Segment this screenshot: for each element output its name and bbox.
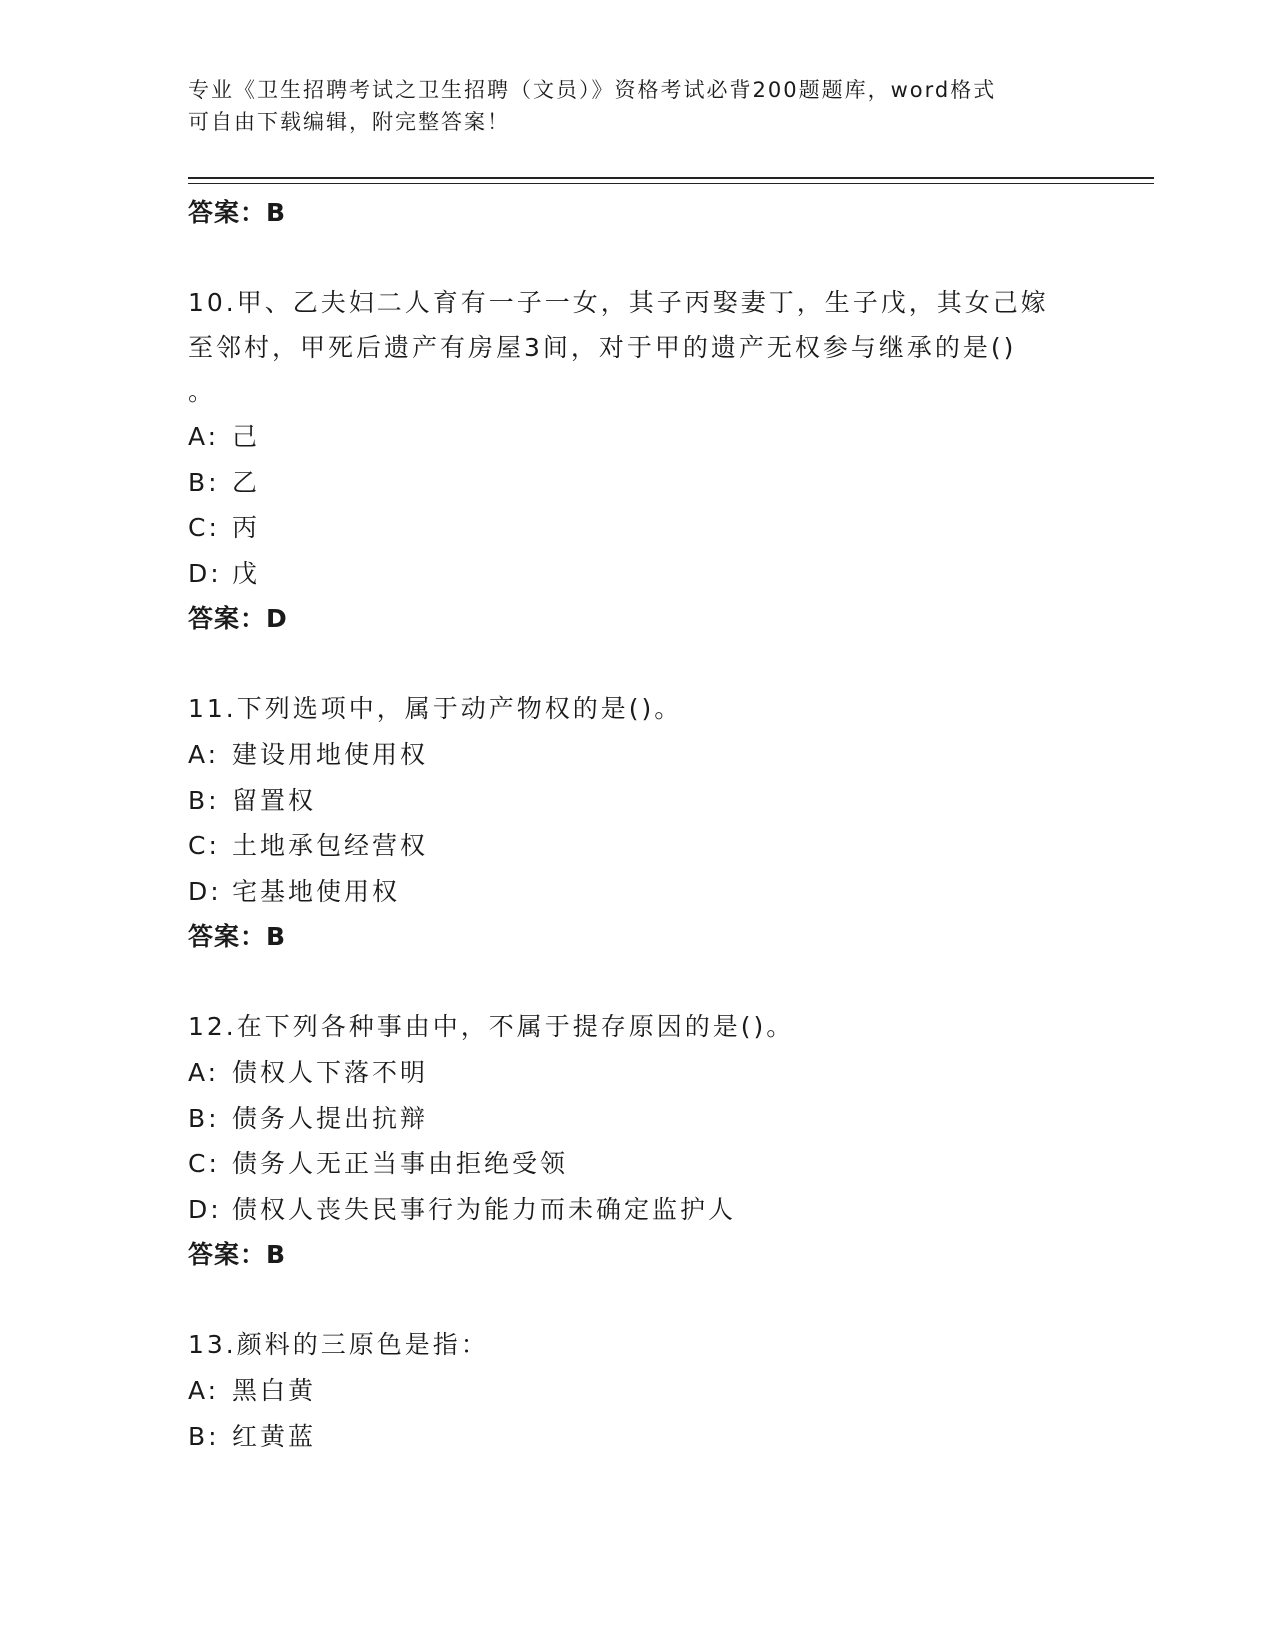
option-key: C: [188,831,220,860]
option-key: D: [188,1194,222,1224]
question-block [188,1322,1088,1459]
header-divider-thick [188,177,1154,179]
answer-line: 答案：B [188,198,287,227]
option-text: 留置权 [232,785,317,815]
question-text-line: 。 [188,377,217,406]
option-key: B: [188,467,220,497]
option-text: 宅基地使用权 [232,876,401,906]
option-text: 己 [232,422,261,451]
option-d [188,551,1088,597]
spacer [188,236,1088,280]
question-text-line: 至邻村，甲死后遗产有房屋3间，对于甲的遗产无权参与继承的是() [188,333,1017,362]
question-text-line: 11.下列选项中，属于动产物权的是()。 [188,694,683,723]
question-text-line: 13.颜料的三原色是指： [188,1330,489,1359]
option-a [188,414,1088,460]
option-key: A: [188,1058,220,1087]
question-list [188,190,1088,1459]
answer-line: 答案：B [188,1240,287,1269]
option-key: B: [188,1421,220,1451]
option-text: 建设用地使用权 [232,740,429,769]
option-b [188,778,1088,824]
option-key: A: [188,422,220,451]
question-text-line: 10.甲、乙夫妇二人育有一子一女，其子丙娶妻丁，生子戊，其女己嫁 [188,288,1049,317]
question-block [188,280,1088,642]
option-b [188,1414,1088,1460]
option-text: 债权人丧失民事行为能力而未确定监护人 [232,1194,737,1224]
option-c [188,823,1088,869]
option-text: 黑白黄 [232,1376,317,1405]
option-key: D: [188,558,222,588]
header-title-line-2: 可自由下载编辑，附完整答案！ [188,110,510,134]
option-key: C: [188,513,220,542]
option-text: 土地承包经营权 [232,831,429,860]
option-key: D: [188,876,222,906]
option-text: 债务人提出抗辩 [232,1103,429,1133]
option-text: 红黄蓝 [232,1421,317,1451]
option-key: B: [188,785,220,815]
option-key: A: [188,1376,220,1405]
option-text: 丙 [232,513,261,542]
document-header [188,74,1068,138]
question-block [188,1004,1088,1278]
option-text: 债务人无正当事由拒绝受领 [232,1149,569,1178]
header-title-line-1: 专业《卫生招聘考试之卫生招聘（文员）》资格考试必背200题题库，word格式 [188,78,997,102]
question-block [188,686,1088,960]
header-divider-thin [188,183,1154,184]
answer-line: 答案：B [188,922,287,951]
option-b [188,460,1088,506]
option-key: C: [188,1149,220,1178]
option-a [188,1368,1088,1414]
option-d [188,869,1088,915]
option-key: B: [188,1103,220,1133]
option-key: A: [188,740,220,769]
option-text: 乙 [232,467,261,497]
spacer [188,960,1088,1004]
spacer [188,642,1088,686]
option-a [188,732,1088,778]
answer-line: 答案：D [188,604,288,633]
option-text: 债权人下落不明 [232,1058,429,1087]
question-text-line: 12.在下列各种事由中，不属于提存原因的是()。 [188,1012,795,1041]
option-c [188,505,1088,551]
option-a [188,1050,1088,1096]
spacer [188,1278,1088,1322]
option-c [188,1141,1088,1187]
option-text: 戊 [232,558,261,588]
option-b [188,1096,1088,1142]
option-d [188,1187,1088,1233]
